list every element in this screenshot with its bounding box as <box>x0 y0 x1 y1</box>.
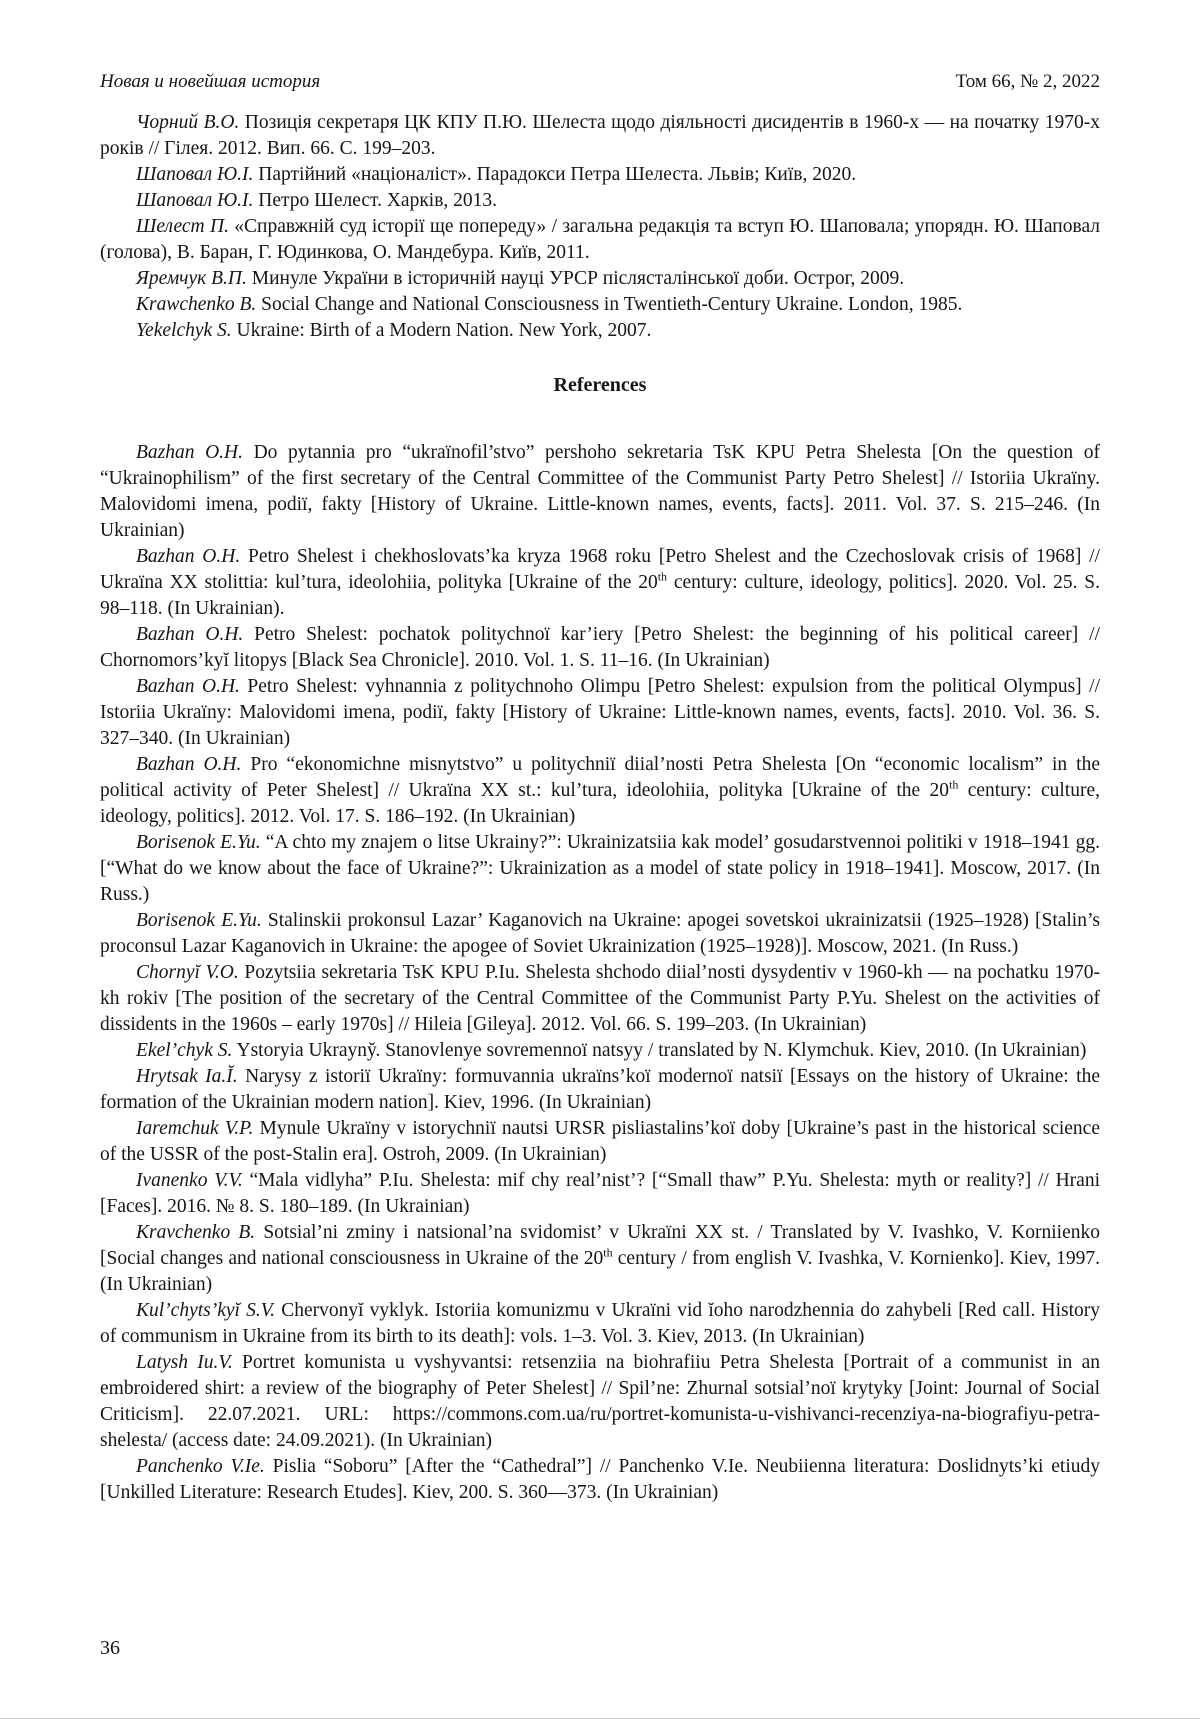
running-head <box>100 70 1100 94</box>
author-name: Yekelchyk S. <box>136 320 232 341</box>
bibliography-section <box>100 110 1100 344</box>
reference-entry: Chornyĭ V.O. Pozytsiia sekretaria TsK KPU P.Iu. Shelesta shchodo diial’nosti dysydentiv v 1960-kh — na pochatku 1970-kh rokiv [The position of the secretary of the Central Committee of the Communist Party P.Yu. Shelest on the activities of dissidents in the 1960s – early 1970s] // Hileia [Gileya]. 2012. Vol. 66. S. 199–203. (In Ukrainian) <box>100 962 1100 1035</box>
bibliography-entry: Яремчук В.П. Минуле України в історичній науці УРСР післясталінської доби. Острог, 2009. <box>136 268 905 289</box>
author-name: Bazhan O.H. <box>136 676 240 697</box>
author-name: Bazhan O.H. <box>136 754 242 775</box>
author-name: Шелест П. <box>136 216 229 237</box>
reference-entry: Bazhan O.H. Petro Shelest: pochatok politychnoï kar’iery [Petro Shelest: the beginning of his political career] // Chornomors’kyĭ litopys [Black Sea Chronicle]. 2010. Vol. 1. S. 11–16. (In Ukrainian) <box>100 624 1100 671</box>
page-number: 36 <box>100 1637 120 1659</box>
bibliography-entry: Шелест П. «Справжній суд історії ще попереду» / загальна редакція та вступ Ю. Шаповала; упорядн. Ю. Шаповал (голова), В. Баран, Г. Юдинкова, О. Мандебура. Київ, 2011. <box>100 216 1100 263</box>
author-name: Bazhan O.H. <box>136 624 244 645</box>
author-name: Ivanenko V.V. <box>136 1170 243 1191</box>
reference-entry: Hrytsak Ia.Ĭ. Narysy z istoriï Ukraïny: formuvannia ukraïns’koï modernoï natsiï [Essays on the history of Ukraine: the formation of the Ukrainian modern nation]. Kiev, 1996. (In Ukrainian) <box>100 1066 1100 1113</box>
author-name: Шаповал Ю.І. <box>136 190 254 211</box>
author-name: Шаповал Ю.І. <box>136 164 254 185</box>
reference-entry: Kravchenko B. Sotsial’ni zminy i natsional’na svidomist’ v Ukraïni XX st. / Translated by V. Ivashko, V. Korniienko [Social changes and national consciousness in Ukraine of the 20th century / from english V. Ivashka, V. Kornienko]. Kiev, 1997. (In Ukrainian) <box>100 1222 1101 1295</box>
reference-entry: Bazhan O.H. Petro Shelest: vyhnannia z politychnoho Olimpu [Petro Shelest: expulsion from the political Olympus] // Istoriia Ukraïny: Malovidomi imena, podiï, fakty [History of Ukraine: Little-known names, events, facts]. 2010. Vol. 36. S. 327–340. (In Ukrainian) <box>100 676 1100 749</box>
author-name: Bazhan O.H. <box>136 546 241 567</box>
reference-entry: Ivanenko V.V. “Mala vidlyha” P.Iu. Shelesta: mif chy real’nist’? [“Small thaw” P.Yu. Shelesta: myth or reality?] // Hrani [Faces]. 2016. № 8. S. 180–189. (In Ukrainian) <box>100 1170 1100 1217</box>
reference-entry: Ekel’chyk S. Ystoryia Ukrayny̆. Stanovlenye sovremennoï natsyy / translated by N. Klymchuk. Kiev, 2010. (In Ukrainian) <box>136 1040 1087 1061</box>
reference-entry: Kul’chyts’kyĭ S.V. Chervonyĭ vyklyk. Istoriia komunizmu v Ukraïni vid ĭoho narodzhennia do zahybeli [Red call. History of communism in Ukraine from its birth to its death]: vols. 1–3. Vol. 3. Kiev, 2013. (In Ukrainian) <box>100 1300 1101 1347</box>
reference-entry: Bazhan O.H. Pro “ekonomichne misnytstvo” u politychniï diial’nosti Petra Shelesta [On “economic localism” in the political activity of Peter Shelest] // Ukraïna XX st.: kul’tura, ideolohiia, polityka [Ukraine of the 20th century: culture, ideology, politics]. 2012. Vol. 17. S. 186–192. (In Ukrainian) <box>100 754 1100 827</box>
author-name: Panchenko V.Ie. <box>136 1456 265 1477</box>
author-name: Hrytsak Ia.Ĭ. <box>136 1066 238 1087</box>
bibliography-entry: Yekelchyk S. Ukraine: Birth of a Modern Nation. New York, 2007. <box>136 320 652 341</box>
bibliography-entry: Шаповал Ю.І. Партійний «націоналіст». Парадокси Петра Шелеста. Львів; Київ, 2020. <box>136 164 857 185</box>
author-name: Latysh Iu.V. <box>136 1352 233 1373</box>
author-name: Ekel’chyk S. <box>136 1040 233 1061</box>
bibliography-entry: Шаповал Ю.І. Петро Шелест. Харків, 2013. <box>136 190 498 211</box>
reference-entry: Bazhan O.H. Do pytannia pro “ukraïnofil’stvo” pershoho sekretaria TsK KPU Petra Shelesta [On the question of “Ukrainophilism” of the first secretary of the Central Committee of the Communist Party Petro Shelest] // Istoriia Ukraïny. Malovidomi imena, podiï, fakty [History of Ukraine. Little-known names, events, facts]. 2011. Vol. 37. S. 215–246. (In Ukrainian) <box>100 442 1100 541</box>
reference-entry: Borisenok E.Yu. Stalinskii prokonsul Lazar’ Kaganovich na Ukraine: apogei sovetskoi ukrainizatsii (1925–1928) [Stalin’s proconsul Lazar Kaganovich in Ukraine: the apogee of Soviet Ukrainization (1925–1928)]. Moscow, 2021. (In Russ.) <box>100 910 1100 957</box>
reference-entry: Iaremchuk V.P. Mynule Ukraïny v istorychniï nautsi URSR pisliastalins’koï doby [Ukraine’s past in the historical science of the USSR of the post-Stalin era]. Ostroh, 2009. (In Ukrainian) <box>100 1118 1100 1165</box>
author-name: Kravchenko B. <box>136 1222 256 1243</box>
bibliography-entry: Krawchenko B. Social Change and National Consciousness in Twentieth-Century Ukraine. London, 1985. <box>136 294 963 315</box>
author-name: Borisenok E.Yu. <box>136 832 261 853</box>
reference-entry: Bazhan O.H. Petro Shelest i chekhoslovats’ka kryza 1968 roku [Petro Shelest and the Czechoslovak crisis of 1968] // Ukraïna XX stolittia: kul’tura, ideolohiia, polityka [Ukraine of the 20th century: culture, ideology, politics]. 2020. Vol. 25. S. 98–118. (In Ukrainian). <box>100 546 1101 619</box>
author-name: Чорний В.О. <box>136 112 240 133</box>
journal-title: Новая и новейшая история <box>100 71 321 92</box>
author-name: Kul’chyts’kyĭ S.V. <box>136 1300 276 1321</box>
author-name: Iaremchuk V.P. <box>136 1118 254 1139</box>
author-name: Яремчук В.П. <box>136 268 247 289</box>
author-name: Bazhan O.H. <box>136 442 244 463</box>
bibliography-entry: Чорний В.О. Позиція секретаря ЦК КПУ П.Ю. Шелеста щодо діяльності дисидентів в 1960-х — на початку 1970-х років // Гілея. 2012. Вип. 66. С. 199–203. <box>100 112 1100 159</box>
references-section <box>100 440 1100 1506</box>
author-name: Krawchenko B. <box>136 294 257 315</box>
reference-entry: Latysh Iu.V. Portret komunista u vyshyvantsi: retsenziia na biohrafiiu Petra Shelesta [Portrait of a communist in an embroidered shirt: a review of the biography of Peter Shelest] // Spil’ne: Zhurnal sotsial’noï krytyky [Joint: Journal of Social Criticism]. 22.07.2021. URL: https://commons.com.ua/ru/portret-komunista-u-vishivanci-recenziya-na-biografiyu-petra-shelesta/ (access date: 24.09.2021). (In Ukrainian) <box>100 1352 1100 1451</box>
author-name: Borisenok E.Yu. <box>136 910 262 931</box>
issue-info: Том 66, № 2, 2022 <box>955 71 1100 92</box>
author-name: Chornyĭ V.O. <box>136 962 239 983</box>
reference-entry: Borisenok E.Yu. “A chto my znajem o litse Ukrainy?”: Ukrainizatsiia kak model’ gosudarstvennoi politiki v 1918–1941 gg. [“What do we know about the face of Ukraine?”: Ukrainization as a model of state policy in 1918–1941]. Moscow, 2017. (In Russ.) <box>100 832 1100 905</box>
reference-entry: Panchenko V.Ie. Pislia “Soboru” [After the “Cathedral”] // Panchenko V.Ie. Neubiienna literatura: Doslidnyts’ki etiudy [Unkilled Literature: Research Etudes]. Kiev, 200. S. 360—373. (In Ukrainian) <box>100 1456 1100 1503</box>
references-heading: References <box>553 374 647 396</box>
